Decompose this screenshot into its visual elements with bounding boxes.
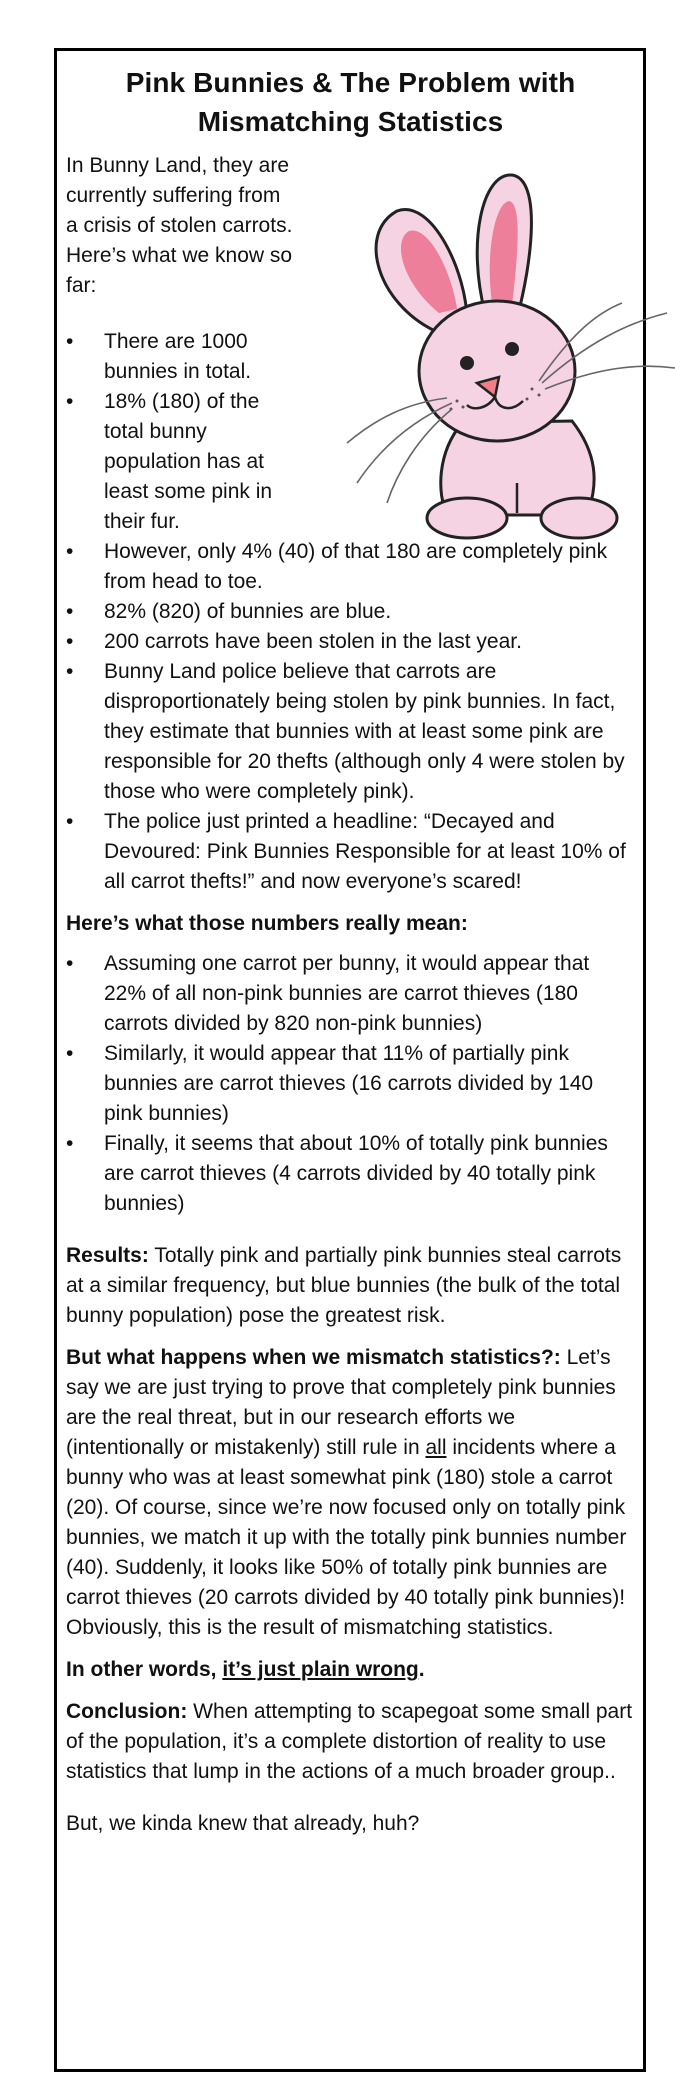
other-words-paragraph xyxy=(66,1655,635,1685)
mismatch-text-1: Let’s say we are just trying to prove that completely pink bunnies are the real threat, but in our research efforts we (intentionally or mistakenly) still rule in xyxy=(66,1346,616,1459)
closing-line: But, we kinda knew that already, huh? xyxy=(66,1812,420,1835)
list-item: • Bunny Land police believe that carrots are disproportionately being stolen by pink bunnies. In fact, they estimate that bunnies with at least some pink are responsible for 20 thefts (although only 4 were stolen by those who were completely pink). xyxy=(66,657,635,807)
list-item: • Finally, it seems that about 10% of totally pink bunnies are carrot thieves (4 carrots divided by 40 totally pink bunnies) xyxy=(66,1129,635,1219)
list-item: • The police just printed a headline: “Decayed and Devoured: Pink Bunnies Responsible for at least 10% of all carrot thefts!” and now everyone’s scared! xyxy=(66,807,635,897)
list-item: • 18% (180) of the total bunny population has at least some pink in their fur. xyxy=(66,387,304,537)
title-line-2: Mismatching Statistics xyxy=(197,106,504,137)
meaning-list xyxy=(66,949,635,1219)
results-label: Results: xyxy=(66,1244,149,1267)
list-item: • However, only 4% (40) of that 180 are completely pink from head to toe. xyxy=(66,537,635,597)
mismatch-label: But what happens when we mismatch statistics?: xyxy=(66,1346,561,1369)
other-words-prefix: In other words, xyxy=(66,1658,223,1681)
list-item: • Similarly, it would appear that 11% of partially pink bunnies are carrot thieves (16 carrots divided by 140 pink bunnies) xyxy=(66,1039,635,1129)
mismatch-paragraph xyxy=(66,1343,635,1643)
other-words-underlined: it’s just plain wrong xyxy=(222,1658,419,1681)
pink-bunny-illustration xyxy=(317,153,675,543)
list-item: • 82% (820) of bunnies are blue. xyxy=(66,597,635,627)
conclusion-paragraph xyxy=(66,1697,635,1787)
list-item: • 200 carrots have been stolen in the last year. xyxy=(66,627,635,657)
results-paragraph xyxy=(66,1241,635,1331)
title-line-1: Pink Bunnies & The Problem with xyxy=(125,67,576,98)
article-card xyxy=(54,48,646,2072)
conclusion-text: When attempting to scapegoat some small part of the population, it’s a complete distortion of reality to use statistics that lump in the actions of a much broader group.. xyxy=(66,1700,633,1783)
conclusion-label: Conclusion: xyxy=(66,1700,188,1723)
list-item: • There are 1000 bunnies in total. xyxy=(66,327,304,387)
intro-paragraph: In Bunny Land, they are currently suffering from a crisis of stolen carrots. Here’s what we know so far: xyxy=(66,154,293,297)
list-item: • Assuming one carrot per bunny, it would appear that 22% of all non-pink bunnies are carrot thieves (180 carrots divided by 820 non-pink bunnies) xyxy=(66,949,635,1039)
mismatch-text-2: incidents where a bunny who was at least somewhat pink (180) stole a carrot (20). Of course, since we’re now focused only on totally pink bunnies, we match it up with the totally pink bunnies number (40). Suddenly, it looks like 50% of totally pink bunnies are carrot thieves (20 carrots divided by 40 totally pink bunnies)! Obviously, this is the result of mismatching statistics. xyxy=(66,1436,627,1639)
article-title xyxy=(66,63,635,141)
other-words-suffix: . xyxy=(418,1658,425,1681)
results-text: Totally pink and partially pink bunnies steal carrots at a similar frequency, but blue bunnies (the bulk of the total bunny population) pose the greatest risk. xyxy=(66,1244,622,1327)
mismatch-all: all xyxy=(425,1436,447,1459)
section-heading-meaning: Here’s what those numbers really mean: xyxy=(66,912,468,935)
